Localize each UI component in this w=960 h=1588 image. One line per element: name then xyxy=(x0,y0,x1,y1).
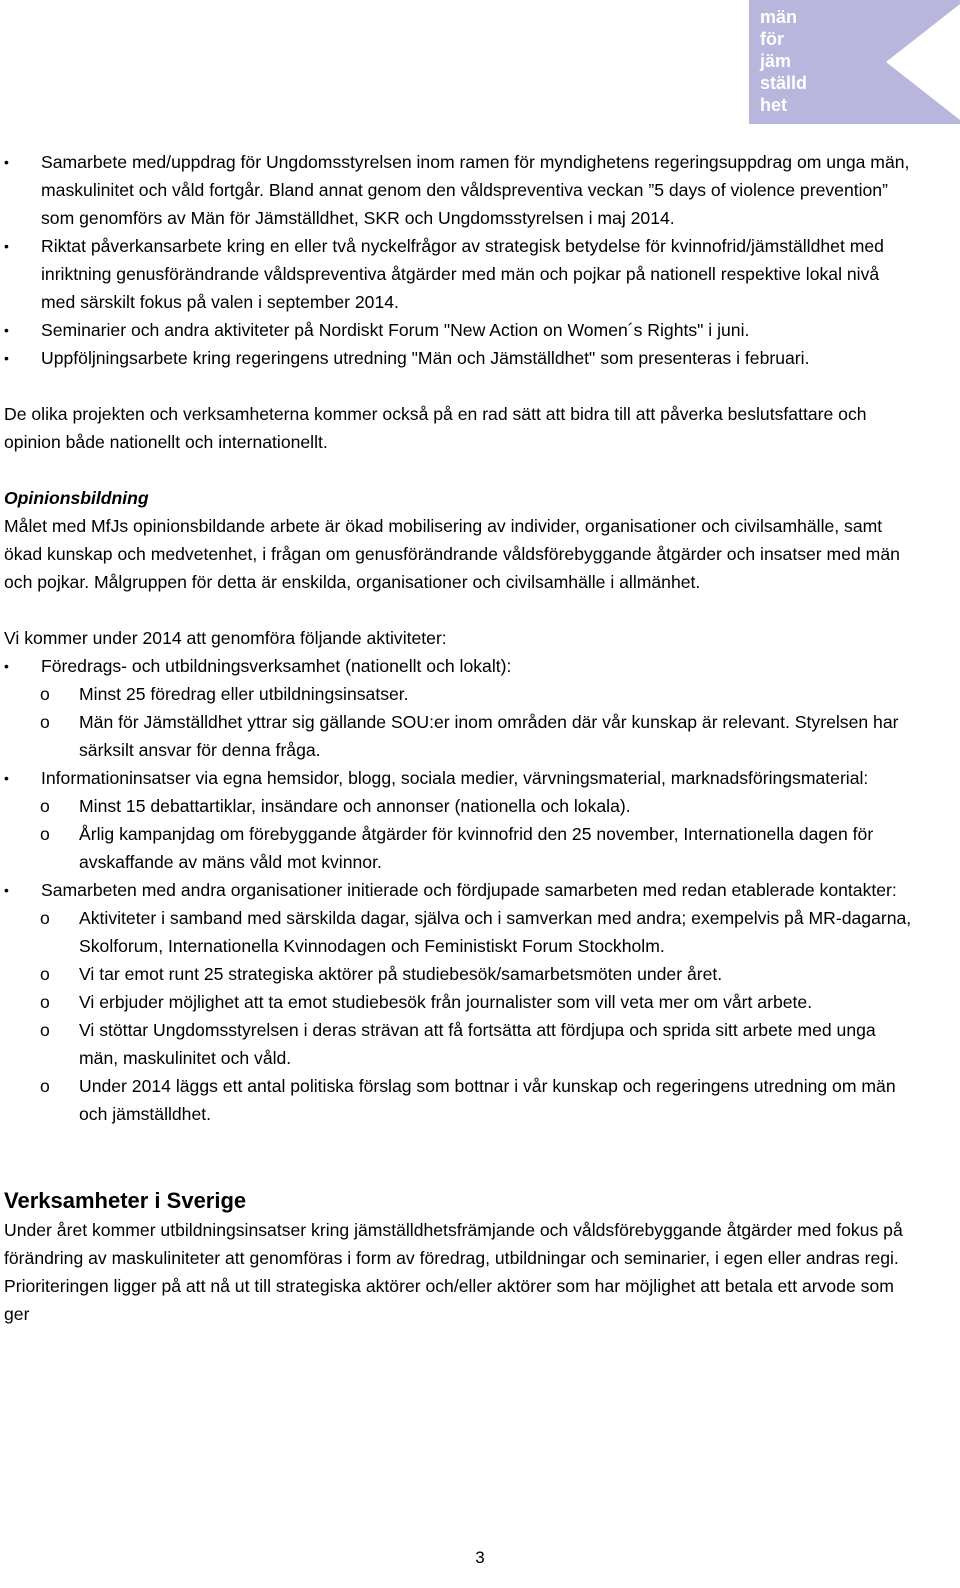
sub-list-item: o Vi erbjuder möjlighet att ta emot studiebesök från journalister som vill veta mer om vårt arbete. xyxy=(4,988,914,1016)
section-heading-sweden: Verksamheter i Sverige xyxy=(4,1188,247,1213)
logo-line: män xyxy=(760,7,798,27)
logo-line: het xyxy=(760,95,787,115)
logo-text xyxy=(760,6,807,116)
list-item: • Uppföljningsarbete kring regeringens utredning "Män och Jämställdhet" som presenteras i februari. xyxy=(4,344,914,372)
sub-list xyxy=(41,792,914,876)
document-body xyxy=(4,148,914,1328)
logo-line: jäm xyxy=(760,51,792,71)
top-bullet-list xyxy=(4,148,914,372)
sub-list-item: o Aktiviteter i samband med särskilda dagar, själva och i samverkan med andra; exempelvis på MR-dagarna, Skolforum, Internationella Kvinnodagen och Feministiskt Forum Stockholm. xyxy=(4,904,914,960)
paragraph-opinion: Målet med MfJs opinionsbildande arbete är ökad mobilisering av individer, organisationer och civilsamhälle, samt ökad kunskap och medvetenhet, i frågan om genusförändrande våldsförebyggande åtgärder och insatser med män och pojkar. Målgruppen för detta är enskilda, organisationer och civilsamhälle i allmänhet. xyxy=(4,516,900,592)
logo-line: för xyxy=(760,29,784,49)
sub-list-item: o Minst 15 debattartiklar, insändare och annonser (nationella och lokala). xyxy=(4,792,914,820)
list-item xyxy=(4,876,914,1128)
logo xyxy=(749,0,960,124)
list-item: • Seminarier och andra aktiviteter på Nordiskt Forum "New Action on Women´s Rights" i juni. xyxy=(4,316,914,344)
paragraph-projects: De olika projekten och verksamheterna kommer också på en rad sätt att bidra till att påverka beslutsfattare och opinion både nationellt och internationellt. xyxy=(4,404,867,452)
logo-line: ställd xyxy=(760,73,808,93)
list-item-label: Föredrags- och utbildningsverksamhet (nationellt och lokalt): xyxy=(41,656,512,676)
list-item xyxy=(4,652,914,764)
activities-intro: Vi kommer under 2014 att genomföra följande aktiviteter: xyxy=(4,628,447,648)
paragraph-sweden: Under året kommer utbildningsinsatser kring jämställdhetsfrämjande och våldsförebyggande åtgärder med fokus på förändring av maskuliniteter att genomföras i form av föredrag, utbildningar och seminarier, i egen eller andras regi. Prioriteringen ligger på att nå ut till strategiska aktörer och/eller aktörer som har möjlighet att betala ett arvode som ger xyxy=(4,1220,903,1324)
list-item-label: Samarbeten med andra organisationer initierade och fördjupade samarbeten med redan etablerade kontakter: xyxy=(41,880,897,900)
list-item: • Samarbete med/uppdrag för Ungdomsstyrelsen inom ramen för myndighetens regeringsuppdrag om unga män, maskulinitet och våld fortgår. Bland annat genom den våldspreventiva veckan ”5 days of violence prevention” som genomförs av Män för Jämställdhet, SKR och Ungdomsstyrelsen i maj 2014. xyxy=(4,148,914,232)
activities-list xyxy=(4,652,914,1128)
sub-list-item: o Minst 25 föredrag eller utbildningsinsatser. xyxy=(4,680,914,708)
list-item-label: Informationinsatser via egna hemsidor, blogg, sociala medier, värvningsmaterial, marknadsföringsmaterial: xyxy=(41,768,869,788)
sub-list-item: o Vi tar emot runt 25 strategiska aktörer på studiebesök/samarbetsmöten under året. xyxy=(4,960,914,988)
section-heading-opinion: Opinionsbildning xyxy=(4,488,149,508)
list-item: • Riktat påverkansarbete kring en eller två nyckelfrågor av strategisk betydelse för kvinnofrid/jämställdhet med inriktning genusförändrande våldspreventiva åtgärder med män och pojkar på nationell respektive lokal nivå med särskilt fokus på valen i september 2014. xyxy=(4,232,914,316)
sub-list-item: o Under 2014 läggs ett antal politiska förslag som bottnar i vår kunskap och regeringens utredning om män och jämställdhet. xyxy=(4,1072,914,1128)
sub-list-item: o Årlig kampanjdag om förebyggande åtgärder för kvinnofrid den 25 november, Internationella dagen för avskaffande av mäns våld mot kvinnor. xyxy=(4,820,914,876)
page-number: 3 xyxy=(475,1548,485,1567)
list-item xyxy=(4,764,914,876)
sub-list xyxy=(41,904,914,1128)
sub-list xyxy=(41,680,914,764)
sub-list-item: o Män för Jämställdhet yttrar sig gällande SOU:er inom områden där vår kunskap är relevant. Styrelsen har särksilt ansvar för denna fråga. xyxy=(4,708,914,764)
sub-list-item: o Vi stöttar Ungdomsstyrelsen i deras strävan att få fortsätta att fördjupa och sprida sitt arbete med unga män, maskulinitet och våld. xyxy=(4,1016,914,1072)
